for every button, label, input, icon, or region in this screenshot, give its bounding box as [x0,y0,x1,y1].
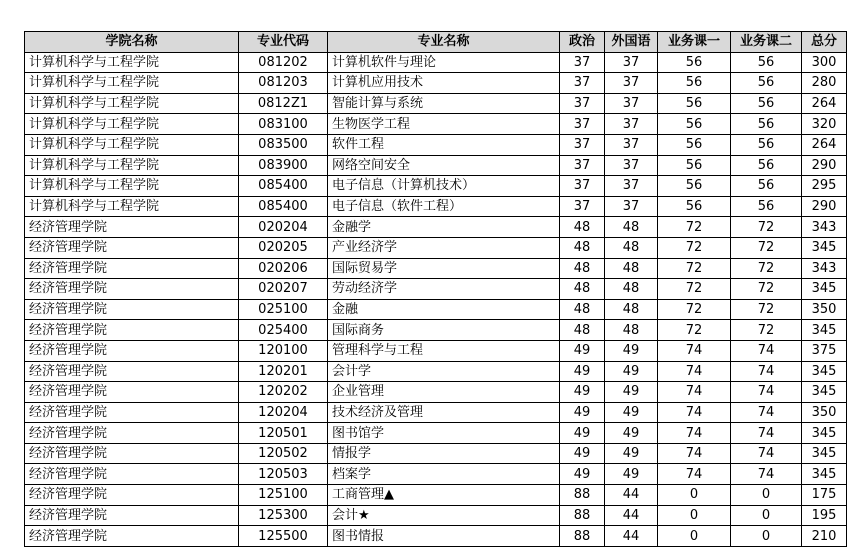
college-cell: 经济管理学院 [25,382,239,403]
college-cell: 计算机科学与工程学院 [25,196,239,217]
foreign-language-cell: 49 [605,402,658,423]
major-name-cell: 图书馆学 [328,423,560,444]
politics-cell: 48 [560,217,605,238]
table-row [25,361,847,382]
foreign-language-cell: 49 [605,340,658,361]
table-row [25,134,847,155]
major-code-cell: 125500 [239,526,328,547]
course-two-cell: 72 [731,217,802,238]
course-one-cell: 74 [658,361,731,382]
major-code-cell: 020206 [239,258,328,279]
total-cell: 345 [802,320,847,341]
politics-cell: 48 [560,320,605,341]
foreign-language-cell: 49 [605,443,658,464]
table-row [25,320,847,341]
course-two-cell: 74 [731,361,802,382]
total-cell: 264 [802,93,847,114]
major-code-cell: 125300 [239,505,328,526]
foreign-language-cell: 37 [605,73,658,94]
course-two-cell: 56 [731,114,802,135]
foreign-language-cell: 44 [605,505,658,526]
total-cell: 345 [802,443,847,464]
course-two-cell: 72 [731,258,802,279]
foreign-language-cell: 37 [605,114,658,135]
college-cell: 经济管理学院 [25,402,239,423]
college-cell: 经济管理学院 [25,217,239,238]
foreign-language-cell: 44 [605,485,658,506]
header-foreign-language: 外国语 [605,32,658,53]
course-one-cell: 56 [658,73,731,94]
table-row [25,505,847,526]
course-one-cell: 72 [658,237,731,258]
course-one-cell: 56 [658,52,731,73]
course-one-cell: 56 [658,176,731,197]
college-cell: 经济管理学院 [25,279,239,300]
course-one-cell: 56 [658,196,731,217]
politics-cell: 48 [560,299,605,320]
total-cell: 290 [802,196,847,217]
foreign-language-cell: 48 [605,320,658,341]
major-code-cell: 081203 [239,73,328,94]
foreign-language-cell: 48 [605,237,658,258]
college-cell: 计算机科学与工程学院 [25,114,239,135]
college-cell: 经济管理学院 [25,361,239,382]
major-name-cell: 会计★ [328,505,560,526]
college-cell: 经济管理学院 [25,443,239,464]
course-one-cell: 74 [658,464,731,485]
politics-cell: 49 [560,464,605,485]
course-two-cell: 72 [731,237,802,258]
total-cell: 295 [802,176,847,197]
politics-cell: 88 [560,505,605,526]
major-name-cell: 图书情报 [328,526,560,547]
course-one-cell: 56 [658,155,731,176]
total-cell: 345 [802,361,847,382]
table-row [25,279,847,300]
course-one-cell: 72 [658,320,731,341]
major-code-cell: 120501 [239,423,328,444]
major-code-cell: 081202 [239,52,328,73]
table-row [25,423,847,444]
foreign-language-cell: 48 [605,299,658,320]
college-cell: 经济管理学院 [25,485,239,506]
course-one-cell: 72 [658,279,731,300]
total-cell: 375 [802,340,847,361]
politics-cell: 37 [560,114,605,135]
college-cell: 经济管理学院 [25,299,239,320]
table-row [25,526,847,547]
course-two-cell: 74 [731,382,802,403]
foreign-language-cell: 37 [605,52,658,73]
politics-cell: 37 [560,196,605,217]
major-name-cell: 计算机应用技术 [328,73,560,94]
foreign-language-cell: 37 [605,93,658,114]
major-name-cell: 产业经济学 [328,237,560,258]
table-row [25,443,847,464]
college-cell: 经济管理学院 [25,258,239,279]
table-row [25,464,847,485]
politics-cell: 48 [560,279,605,300]
total-cell: 320 [802,114,847,135]
foreign-language-cell: 37 [605,155,658,176]
table-body [25,52,847,546]
politics-cell: 49 [560,361,605,382]
course-one-cell: 56 [658,134,731,155]
politics-cell: 37 [560,73,605,94]
foreign-language-cell: 49 [605,361,658,382]
course-one-cell: 0 [658,505,731,526]
major-name-cell: 计算机软件与理论 [328,52,560,73]
major-code-cell: 025400 [239,320,328,341]
header-total: 总分 [802,32,847,53]
major-name-cell: 企业管理 [328,382,560,403]
major-name-cell: 会计学 [328,361,560,382]
course-two-cell: 0 [731,505,802,526]
course-one-cell: 72 [658,299,731,320]
politics-cell: 37 [560,155,605,176]
total-cell: 343 [802,217,847,238]
major-name-cell: 管理科学与工程 [328,340,560,361]
foreign-language-cell: 49 [605,464,658,485]
college-cell: 经济管理学院 [25,423,239,444]
course-two-cell: 72 [731,320,802,341]
major-name-cell: 金融学 [328,217,560,238]
politics-cell: 49 [560,443,605,464]
major-code-cell: 083500 [239,134,328,155]
major-code-cell: 120204 [239,402,328,423]
total-cell: 345 [802,464,847,485]
college-cell: 经济管理学院 [25,340,239,361]
politics-cell: 49 [560,382,605,403]
major-name-cell: 情报学 [328,443,560,464]
total-cell: 264 [802,134,847,155]
major-code-cell: 0812Z1 [239,93,328,114]
course-one-cell: 74 [658,340,731,361]
major-code-cell: 025100 [239,299,328,320]
course-one-cell: 0 [658,485,731,506]
course-two-cell: 56 [731,73,802,94]
foreign-language-cell: 37 [605,176,658,197]
score-line-table [24,31,847,547]
table-row [25,196,847,217]
course-two-cell: 56 [731,93,802,114]
major-name-cell: 金融 [328,299,560,320]
total-cell: 210 [802,526,847,547]
major-name-cell: 软件工程 [328,134,560,155]
major-code-cell: 120202 [239,382,328,403]
course-two-cell: 0 [731,526,802,547]
table-row [25,402,847,423]
course-two-cell: 0 [731,485,802,506]
course-one-cell: 74 [658,443,731,464]
politics-cell: 49 [560,423,605,444]
politics-cell: 37 [560,93,605,114]
foreign-language-cell: 44 [605,526,658,547]
major-code-cell: 020204 [239,217,328,238]
college-cell: 经济管理学院 [25,526,239,547]
header-course-one: 业务课一 [658,32,731,53]
course-two-cell: 56 [731,196,802,217]
foreign-language-cell: 48 [605,217,658,238]
course-two-cell: 56 [731,52,802,73]
politics-cell: 49 [560,340,605,361]
table-row [25,485,847,506]
college-cell: 计算机科学与工程学院 [25,73,239,94]
major-name-cell: 档案学 [328,464,560,485]
table-row [25,176,847,197]
course-one-cell: 56 [658,93,731,114]
total-cell: 345 [802,423,847,444]
politics-cell: 48 [560,237,605,258]
major-code-cell: 083100 [239,114,328,135]
header-college: 学院名称 [25,32,239,53]
major-code-cell: 120100 [239,340,328,361]
college-cell: 计算机科学与工程学院 [25,134,239,155]
foreign-language-cell: 37 [605,196,658,217]
course-two-cell: 74 [731,464,802,485]
major-name-cell: 智能计算与系统 [328,93,560,114]
course-one-cell: 72 [658,258,731,279]
major-name-cell: 劳动经济学 [328,279,560,300]
table-row [25,258,847,279]
major-code-cell: 020207 [239,279,328,300]
college-cell: 计算机科学与工程学院 [25,93,239,114]
course-two-cell: 74 [731,443,802,464]
score-table-container [24,31,837,547]
college-cell: 计算机科学与工程学院 [25,176,239,197]
header-politics: 政治 [560,32,605,53]
politics-cell: 37 [560,52,605,73]
course-two-cell: 74 [731,340,802,361]
total-cell: 195 [802,505,847,526]
politics-cell: 49 [560,402,605,423]
major-name-cell: 电子信息（软件工程） [328,196,560,217]
major-code-cell: 020205 [239,237,328,258]
course-one-cell: 74 [658,382,731,403]
course-one-cell: 56 [658,114,731,135]
major-code-cell: 120502 [239,443,328,464]
course-one-cell: 74 [658,423,731,444]
header-major-name: 专业名称 [328,32,560,53]
table-row [25,114,847,135]
foreign-language-cell: 48 [605,279,658,300]
college-cell: 计算机科学与工程学院 [25,52,239,73]
major-name-cell: 国际贸易学 [328,258,560,279]
total-cell: 280 [802,73,847,94]
college-cell: 计算机科学与工程学院 [25,155,239,176]
politics-cell: 88 [560,526,605,547]
college-cell: 经济管理学院 [25,505,239,526]
politics-cell: 88 [560,485,605,506]
table-row [25,217,847,238]
college-cell: 经济管理学院 [25,237,239,258]
table-row [25,155,847,176]
course-two-cell: 56 [731,134,802,155]
major-name-cell: 网络空间安全 [328,155,560,176]
course-two-cell: 74 [731,423,802,444]
total-cell: 300 [802,52,847,73]
course-one-cell: 74 [658,402,731,423]
total-cell: 350 [802,402,847,423]
politics-cell: 37 [560,134,605,155]
major-name-cell: 国际商务 [328,320,560,341]
total-cell: 345 [802,279,847,300]
course-two-cell: 56 [731,155,802,176]
major-code-cell: 083900 [239,155,328,176]
header-major-code: 专业代码 [239,32,328,53]
table-row [25,340,847,361]
total-cell: 343 [802,258,847,279]
total-cell: 175 [802,485,847,506]
foreign-language-cell: 48 [605,258,658,279]
major-code-cell: 085400 [239,196,328,217]
college-cell: 经济管理学院 [25,320,239,341]
course-one-cell: 72 [658,217,731,238]
total-cell: 345 [802,237,847,258]
foreign-language-cell: 49 [605,423,658,444]
course-two-cell: 72 [731,299,802,320]
major-name-cell: 生物医学工程 [328,114,560,135]
table-row [25,237,847,258]
total-cell: 345 [802,382,847,403]
foreign-language-cell: 37 [605,134,658,155]
header-course-two: 业务课二 [731,32,802,53]
major-code-cell: 085400 [239,176,328,197]
foreign-language-cell: 49 [605,382,658,403]
table-row [25,73,847,94]
major-name-cell: 工商管理▲ [328,485,560,506]
major-name-cell: 技术经济及管理 [328,402,560,423]
major-code-cell: 120201 [239,361,328,382]
course-two-cell: 56 [731,176,802,197]
course-two-cell: 72 [731,279,802,300]
politics-cell: 48 [560,258,605,279]
college-cell: 经济管理学院 [25,464,239,485]
course-one-cell: 0 [658,526,731,547]
politics-cell: 37 [560,176,605,197]
table-row [25,382,847,403]
major-code-cell: 120503 [239,464,328,485]
table-header-row [25,32,847,53]
table-row [25,93,847,114]
total-cell: 290 [802,155,847,176]
table-row [25,52,847,73]
total-cell: 350 [802,299,847,320]
table-row [25,299,847,320]
major-code-cell: 125100 [239,485,328,506]
course-two-cell: 74 [731,402,802,423]
major-name-cell: 电子信息（计算机技术） [328,176,560,197]
